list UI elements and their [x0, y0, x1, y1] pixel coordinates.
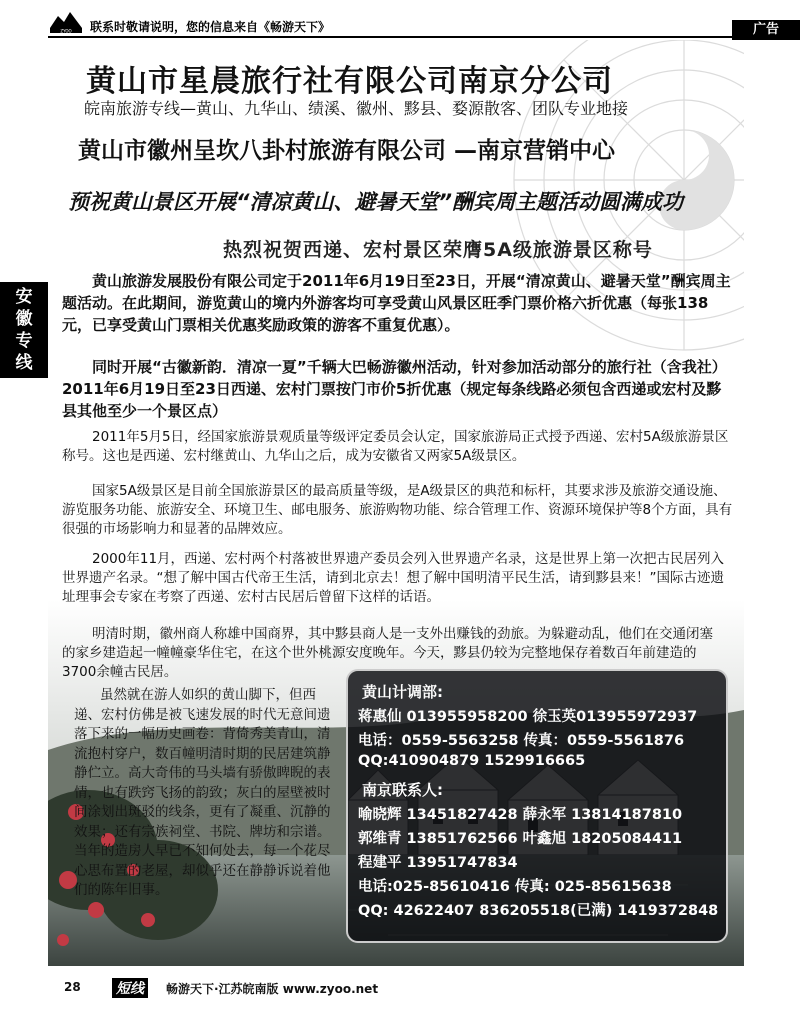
- section-label: 短线: [112, 978, 148, 998]
- huangshan-dispatch-title: 黄山计调部:: [362, 683, 443, 701]
- headline-xingchen-agency: 黄山市星晨旅行社有限公司南京分公司: [86, 64, 613, 99]
- contact-line: 喻晓辉 13451827428 薛永军 13814187810: [358, 807, 683, 823]
- paragraph-bus-campaign: 同时开展“古徽新韵．清凉一夏”千辆大巴畅游徽州活动，针对参加活动部分的旅行社（含我社）2011年6月19日至23日西递、宏村门票按门市价5折优惠（规定每条线路必须包含西递或宏村及黟县其他至少一个景区点）: [62, 358, 727, 420]
- ad-label: 广告: [732, 20, 800, 40]
- contact-line: 郭维青 13851762566 叶鑫旭 18205084411: [358, 831, 683, 847]
- page-number: 28: [64, 980, 81, 994]
- source-notice: 联系时敬请说明，您的信息来自《畅游天下》: [90, 20, 331, 34]
- side-tab-char: 安: [15, 287, 33, 307]
- side-tab-char: 线: [15, 353, 33, 373]
- contact-line: 电话:025-85610416 传真: 025-85615638: [358, 879, 672, 895]
- subtitle-routes: 皖南旅游专线—黄山、九华山、绩溪、徽州、黟县、婺源散客、团队专业地接: [84, 99, 629, 118]
- side-tab-anhui-line: [0, 282, 48, 378]
- paragraph-world-heritage: 2000年11月，西递、宏村两个村落被世界遗产委员会列入世界遗产名录，这是世界上第一次把古民居列入世界遗产名录。“想了解中国古代帝王生活，请到北京去！想了解中国明清平民生活，请到黟县来！”国际古迹遗址理事会专家在考察了西递、宏村古民居后曾留下这样的话语。: [62, 551, 725, 605]
- page-footer: [0, 970, 800, 1022]
- side-tab-char: 徽: [15, 309, 33, 329]
- paragraph-huangshan-discount: 黄山旅游发展股份有限公司定于2011年6月19日至23日，开展“清凉黄山、避暑天堂”酬宾周主题活动。在此期间，游览黄山的境内外游客均可享受黄山风景区旺季门票价格六折优惠（每张138元，已享受黄山门票相关优惠奖励政策的游客不重复优惠）。: [62, 272, 731, 334]
- top-bar: [0, 0, 800, 40]
- headline-chengkan-company: 黄山市徽州呈坎八卦村旅游有限公司 —南京营销中心: [78, 138, 616, 164]
- headline-5a-congrats: 热烈祝贺西递、宏村景区荣膺5A级旅游景区称号: [223, 239, 653, 261]
- contact-line: QQ:410904879 1529916665: [358, 753, 586, 769]
- publication-name: 畅游天下·江苏皖南版 www.zyoo.net: [166, 982, 379, 996]
- contact-line: 蒋惠仙 013955958200 徐玉英013955972937: [358, 709, 698, 725]
- paragraph-village-description: 虽然就在游人如织的黄山脚下，但西递、宏村仿佛是被飞速发展的时代无意间遗落下来的一幅历史画卷：背倚秀美青山，清流抱村穿户，数百幢明清时期的民居建筑静静伫立。高大奇伟的马头墙有骄傲睥睨的表情，也有跌窍飞扬的韵致；灰白的屋壁被时间涂划出斑驳的线条，更有了凝重、沉静的效果；还有宗族祠堂、书院、牌坊和宗谱。当年的造房人早已不知何处去，每一个花尽心思布置的老屋，却似乎还在静静诉说着他们的陈年旧事。: [74, 687, 331, 898]
- headline-summer-event: 预祝黄山景区开展“清凉黄山、避暑天堂”酬宾周主题活动圆满成功: [68, 190, 684, 214]
- contact-box: [346, 669, 728, 943]
- side-tab-char: 专: [15, 331, 33, 351]
- ad-panel: [48, 40, 744, 966]
- header-rule: [48, 36, 800, 38]
- contact-line: 程建平 13951747834: [358, 855, 518, 871]
- paragraph-5a-standard: 国家5A级景区是目前全国旅游景区的最高质量等级，是A级景区的典范和标杆，其要求涉及旅游交通设施、游览服务功能、旅游安全、环境卫生、邮电服务、旅游购物功能、综合管理工作、资源环境保护等8个方面，具有很强的市场影响力和显著的品牌效应。: [62, 483, 733, 537]
- contact-line: QQ: 42622407 836205518(已满) 1419372848: [358, 903, 719, 919]
- magazine-logo: [48, 8, 84, 34]
- nanjing-contacts-title: 南京联系人:: [362, 781, 443, 799]
- svg-text:ZYOO: ZYOO: [60, 28, 72, 34]
- paragraph-5a-award: 2011年5月5日，经国家旅游景观质量等级评定委员会认定，国家旅游局正式授予西递、宏村5A级旅游景区称号。这也是西递、宏村继黄山、九华山之后，成为安徽省又两家5A级景区。: [62, 429, 729, 464]
- contact-line: 电话：0559-5563258 传真：0559-5561876: [358, 733, 685, 749]
- paragraph-ming-qing-merchants: 明清时期，徽州商人称雄中国商界，其中黟县商人是一支外出赚钱的劲旅。为躲避动乱，他们在交通闭塞的家乡建造起一幢幢豪华住宅，在这个世外桃源安度晚年。今天，黟县仍较为完整地保存着数百年前建造的3700余幢古民居。: [62, 626, 713, 680]
